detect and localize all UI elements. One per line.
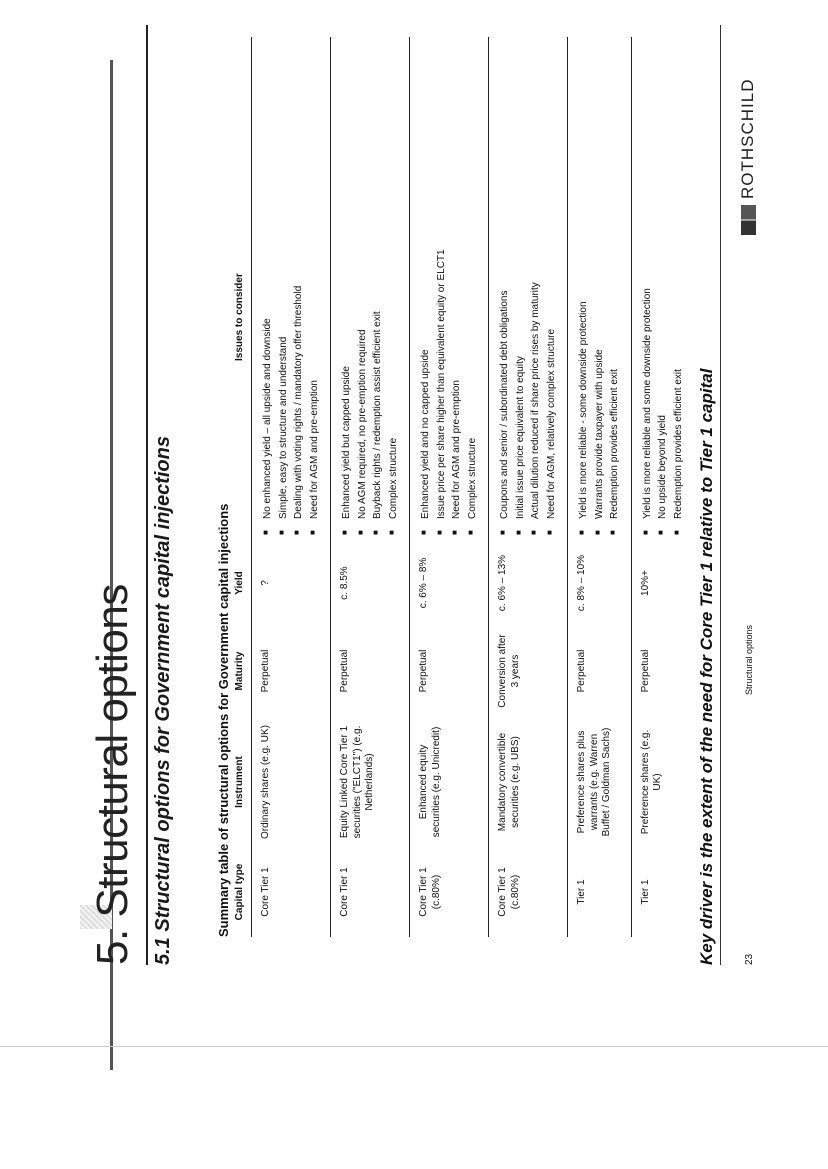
footer-rule [720,25,721,965]
structural-options-table [232,37,694,937]
cell-maturity: Perpetual [418,649,429,693]
issue-item: ■ Enhanced yield and no capped upside [418,43,434,535]
issue-item: ■ Complex structure [465,43,481,535]
cell-maturity: Perpetual [260,649,271,693]
header-yield: Yield [234,571,245,595]
cell-issues [568,37,632,541]
cell-capital-type: Core Tier 1 [260,867,271,917]
table-header-row [232,37,252,937]
table-row [331,37,410,937]
cell-maturity: Perpetual [576,649,587,693]
issue-item: ■ Need for AGM, relatively complex structure [544,43,560,535]
issue-item: ■ No upside beyond yield [655,43,671,535]
issue-item: ■ Complex structure [386,43,402,535]
issue-item: ■ Need for AGM and pre-emption [307,43,323,535]
cell-yield: c. 8% – 10% [576,554,587,612]
logo-text: ROTHSCHILD [738,78,757,199]
issue-item: ■ Redemption provides efficient exit [607,43,623,535]
cell-yield: c. 6% – 13% [497,554,508,612]
cell-maturity: Perpetual [639,649,651,693]
cell-yield: c. 6% – 8% [418,557,429,609]
cell-capital-type: Tier 1 [576,879,587,905]
key-driver-statement: Key driver is the extent of the need for Core Tier 1 relative to Tier 1 capital [697,368,716,965]
issue-item: ■ Buyback rights / redemption assist efficient exit [370,43,386,535]
issue-item: ■ Initial issue price equivalent to equity [513,43,529,535]
table-row [252,37,331,937]
table-row [631,37,694,937]
page-title: 5. Structural options [88,584,137,965]
cell-instrument: Equity Linked Core Tier 1 securities ("ELCT1") (e.g. Netherlands) [339,725,375,839]
header-capital-type: Capital type [234,863,245,921]
cell-yield: ? [260,580,271,586]
cell-instrument: Enhanced equity securities (e.g. Unicredit) [418,726,442,838]
title-rule [146,25,148,965]
issue-item: ■ Coupons and senior / subordinated debt obligations [497,43,513,535]
cell-instrument: Mandatory convertible securities (e.g. UBS) [497,732,521,832]
footer-section-label: Structural options [744,624,754,695]
cell-issues [631,37,694,541]
issue-item: ■ Warrants provide taxpayer with upside [592,43,608,535]
cell-issues [331,37,410,541]
issue-item: ■ Enhanced yield but capped upside [339,43,355,535]
cell-maturity: Conversion after 3 years [497,634,521,708]
issue-item: ■ No AGM required, no pre-emption required [355,43,371,535]
cell-capital-type: Core Tier 1 (c.80%) [418,867,442,917]
issue-item: ■ Need for AGM and pre-emption [449,43,465,535]
cell-issues [489,37,568,541]
cell-capital-type: Tier 1 [639,879,651,905]
cell-instrument: Preference shares (e.g. UK) [639,729,663,835]
issue-item: ■ Dealing with voting rights / mandatory offer threshold [291,43,307,535]
cell-issues [252,37,331,541]
header-issues: Issues to consider [234,273,245,361]
issue-item: ■ No enhanced yield – all upside and downside [260,43,276,535]
issue-item: ■ Redemption provides efficient exit [671,43,687,535]
cell-yield: 10%+ [639,570,651,596]
table-row [489,37,568,937]
issue-item: ■ Issue price per share higher than equivalent equity or ELCT1 [434,43,450,535]
header-instrument: Instrument [234,756,245,808]
issue-item: ■ Actual dilution reduced if share price rises by maturity [528,43,544,535]
table-row [410,37,489,937]
table-caption: Summary table of structural options for Government capital injections [216,503,231,937]
cell-maturity: Perpetual [339,649,350,693]
rotated-page [64,25,784,1105]
cell-capital-type: Core Tier 1 (c.80%) [497,867,521,917]
table-row [568,37,632,937]
cell-instrument: Preference shares plus warrants (e.g. Warren Buffet / Goldman Sachs) [576,727,612,837]
section-subtitle: 5.1 Structural options for Government capital injections [152,436,174,965]
issue-item: ■ Yield is more reliable - some downside protection [576,43,592,535]
logo-mark-icon [741,205,756,235]
cell-yield: c. 8.5% [339,566,350,600]
rothschild-logo [738,78,758,235]
page-number: 23 [744,953,755,965]
header-maturity: Maturity [234,651,245,691]
issue-item: ■ Yield is more reliable and some downside protection [640,43,656,535]
cell-instrument: Ordinary shares (e.g. UK) [260,725,271,839]
cell-issues [410,37,489,541]
cell-capital-type: Core Tier 1 [339,867,350,917]
issue-item: ■ Simple, easy to structure and understand [276,43,292,535]
